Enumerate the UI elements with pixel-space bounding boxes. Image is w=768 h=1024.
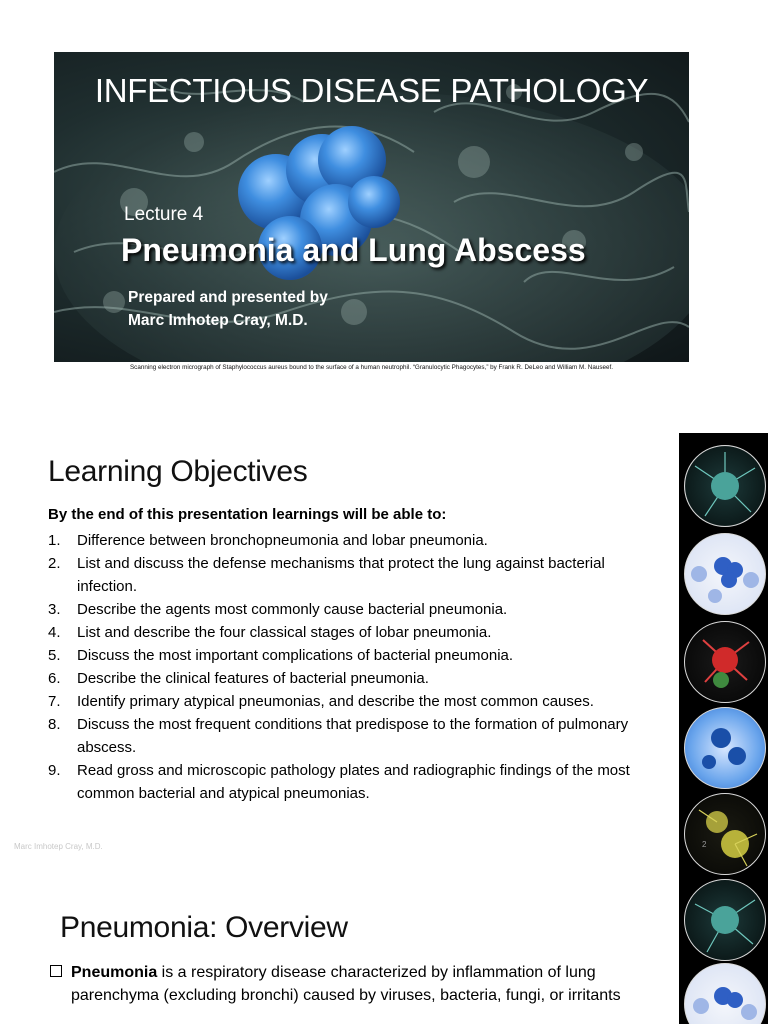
item-number: 1.: [48, 532, 61, 549]
item-text: Identify primary atypical pneumonias, and describe the most common causes.: [77, 693, 594, 710]
list-item: [48, 598, 658, 621]
item-text: Discuss the most frequent conditions that predispose to the formation of pulmonary abscess.: [77, 716, 629, 756]
list-item: [48, 621, 658, 644]
item-number: 6.: [48, 670, 61, 687]
author-watermark: Marc Imhotep Cray, M.D.: [14, 842, 103, 851]
list-item: [48, 552, 658, 598]
item-number: 5.: [48, 647, 61, 664]
item-number: 4.: [48, 624, 61, 641]
list-item: [48, 690, 658, 713]
yellow-cell-micrograph-icon: [684, 793, 766, 875]
overview-title: Pneumonia: Overview: [60, 911, 348, 944]
page-number: 2: [702, 840, 707, 849]
learning-objectives-title: Learning Objectives: [48, 455, 308, 488]
item-number: 2.: [48, 555, 61, 572]
item-text: List and describe the four classical stages of lobar pneumonia.: [77, 624, 492, 641]
presentation-title: INFECTIOUS DISEASE PATHOLOGY: [94, 72, 649, 109]
author-byline: [128, 286, 328, 332]
byline-line-1: Prepared and presented by: [128, 289, 328, 306]
title-slide: [54, 52, 689, 362]
list-item: [48, 667, 658, 690]
objectives-intro: By the end of this presentation learnings will be able to:: [48, 506, 447, 523]
item-number: 3.: [48, 601, 61, 618]
blue-cell-micrograph-icon: [684, 707, 766, 789]
bacteria-micrograph-icon: [684, 445, 766, 527]
list-item: [48, 713, 658, 759]
item-text: Describe the clinical features of bacterial pneumonia.: [77, 670, 429, 687]
byline-line-2: Marc Imhotep Cray, M.D.: [128, 312, 308, 329]
item-number: 8.: [48, 716, 61, 733]
item-text: Read gross and microscopic pathology plates and radiographic findings of the most common bacterial and atypical pneumonias.: [77, 762, 630, 802]
lecture-number: Lecture 4: [124, 204, 204, 225]
blood-smear-icon: [684, 533, 766, 615]
item-text: Describe the agents most commonly cause bacterial pneumonia.: [77, 601, 508, 618]
item-text: Discuss the most important complications of bacterial pneumonia.: [77, 647, 514, 664]
blood-smear-icon: [684, 963, 766, 1024]
list-item: [48, 759, 658, 805]
micrograph-strip: [679, 433, 768, 1024]
red-cell-micrograph-icon: [684, 621, 766, 703]
list-item: [48, 644, 658, 667]
bacteria-micrograph-icon: [684, 879, 766, 961]
item-text: List and discuss the defense mechanisms that protect the lung against bacterial infection.: [77, 555, 605, 595]
list-item: [48, 529, 658, 552]
lecture-title: Pneumonia and Lung Abscess: [121, 232, 586, 268]
image-caption: Scanning electron micrograph of Staphylococcus aureus bound to the surface of a human neutrophil. “Granulocytic Phagocytes,” by Frank R. DeLeo and William M. Nauseef.: [129, 364, 613, 371]
item-number: 7.: [48, 693, 61, 710]
item-number: 9.: [48, 762, 61, 779]
checkbox-bullet-icon: [50, 965, 62, 977]
pneumonia-definition: is a respiratory disease characterized by inflammation of lung parenchyma (excluding bronchi) caused by viruses, bacteria, fungi, or irritants: [71, 964, 621, 1004]
objectives-list: [48, 529, 658, 805]
overview-bullet: [50, 961, 660, 1007]
pneumonia-term: Pneumonia: [71, 964, 158, 981]
item-text: Difference between bronchopneumonia and lobar pneumonia.: [77, 532, 488, 549]
